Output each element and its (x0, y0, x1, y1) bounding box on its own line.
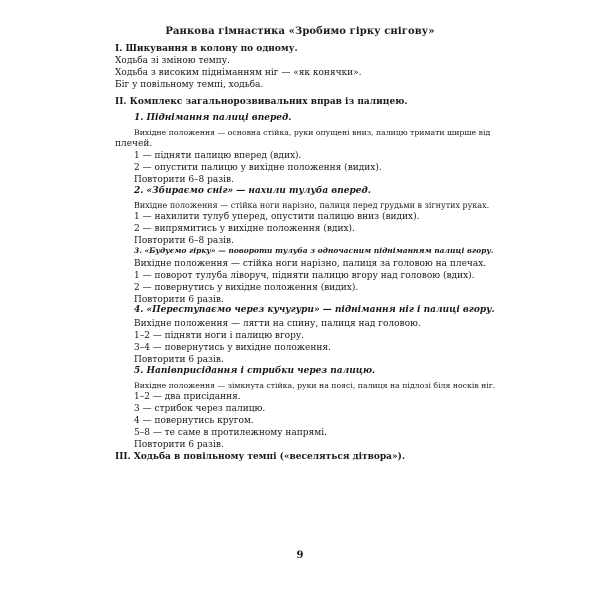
exercise-1-heading: 1. Піднімання палиці вперед. (134, 113, 292, 123)
section-1-heading: I. Шикування в колону по одному. (115, 44, 298, 54)
exercise-3-heading: 3. «Будуємо гірку» — повороти тулуба з одночасним підніманням палиці вгору. (134, 246, 494, 255)
text-line: Біг у повільному темпі, ходьба. (115, 80, 264, 90)
text-line: 1 — підняти палицю вперед (вдих). (134, 151, 302, 161)
section-3-heading: III. Ходьба в повільному темпі («веселяться дітвора»). (115, 452, 406, 462)
text-line: Вихідне положення — стійка ноги нарізно, палиця перед грудьми в зігнутих руках. (134, 201, 490, 210)
section-2-heading: II. Комплекс загальнорозвивальних вправ із палицею. (115, 97, 408, 107)
text-line: Повторити 6 разів. (134, 440, 224, 450)
text-line: Вихідне положення — зімкнута стійка, руки на поясі, палиця на підлозі біля носків ніг. (134, 381, 496, 390)
text-line: 5–8 — те саме в протилежному напрямі. (134, 428, 327, 438)
text-line: 4 — повернутись кругом. (134, 416, 254, 426)
page-title: Ранкова гімнастика «Зробимо гірку снігову» (165, 26, 435, 37)
text-line: 1 — поворот тулуба ліворуч, підняти палицю вгору над головою (вдих). (134, 271, 475, 281)
text-line: Повторити 6 разів. (134, 295, 224, 305)
text-line: 2 — повернутись у вихідне положення (видих). (134, 283, 359, 293)
text-line: Ходьба з високим підніманням ніг — «як конячки». (115, 68, 362, 78)
text-line: плечей. (115, 139, 153, 149)
text-line: 3–4 — повернутись у вихідне положення. (134, 343, 331, 353)
page-number: 9 (296, 550, 304, 561)
exercise-2-heading: 2. «Збираємо сніг» — нахили тулуба вперед. (134, 186, 371, 196)
text-line: Вихідне положення — лягти на спину, палиця над головою. (134, 319, 421, 329)
text-line: Повторити 6–8 разів. (134, 236, 234, 246)
text-line: 2 — опустити палицю у вихідне положення (видих). (134, 163, 382, 173)
text-line: 3 — стрибок через палицю. (134, 404, 266, 414)
text-line: Вихідне положення — стійка ноги нарізно, палиця за головою на плечах. (134, 259, 487, 269)
text-line: Ходьба зі зміною темпу. (115, 56, 230, 66)
text-line: 1–2 — підняти ноги і палицю вгору. (134, 331, 305, 341)
text-line: Повторити 6–8 разів. (134, 175, 234, 185)
exercise-5-heading: 5. Напівприсідання і стрибки через палицю. (134, 366, 376, 376)
text-line: Вихідне положення — основна стійка, руки опущені вниз, палицю тримати ширше від (134, 128, 491, 137)
text-line: 1 — нахилити тулуб уперед, опустити палицю вниз (видих). (134, 212, 420, 222)
text-line: 2 — випрямитись у вихідне положення (вдих). (134, 224, 355, 234)
text-line: Повторити 6 разів. (134, 355, 224, 365)
text-line: 1–2 — два присідання. (134, 392, 241, 402)
exercise-4-heading: 4. «Переступаємо через кучугури» — піднімання ніг і палиці вгору. (134, 305, 495, 315)
